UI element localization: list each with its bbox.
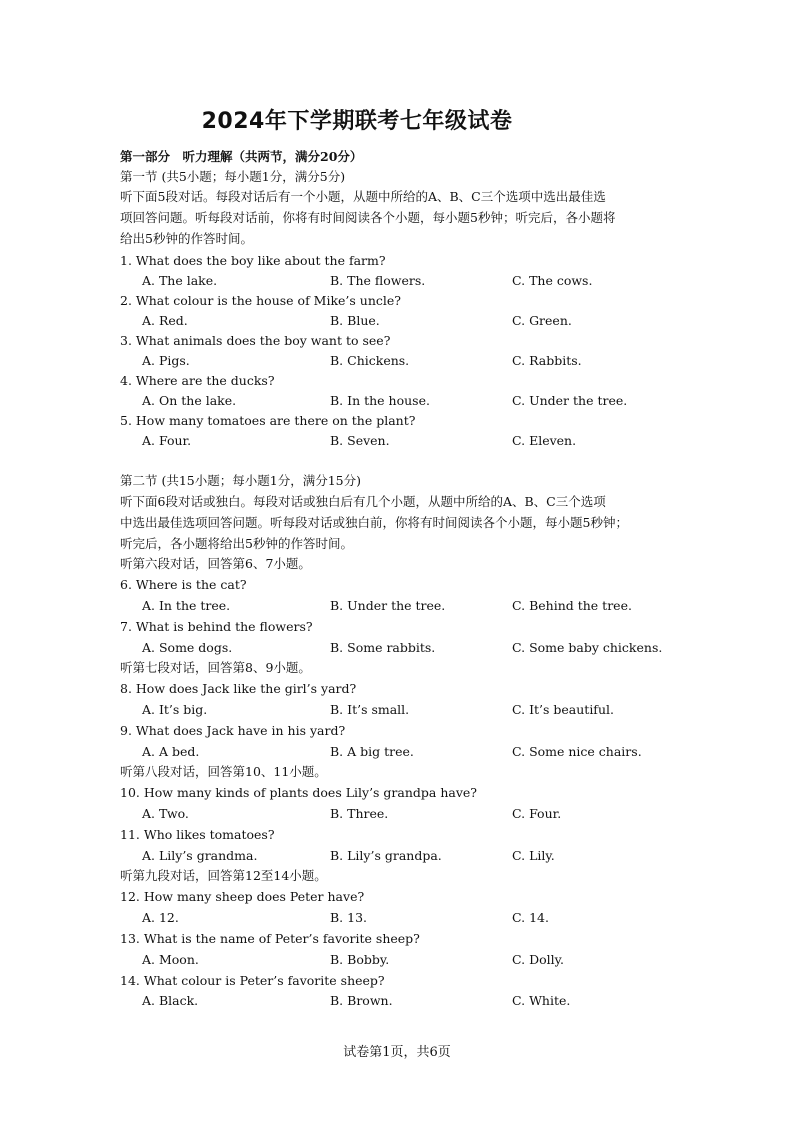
option-b: B. Some rabbits. — [330, 640, 436, 655]
option-c: C. Lily. — [512, 848, 555, 863]
option-c: C. White. — [512, 993, 571, 1008]
question-13-options — [0, 952, 794, 968]
question-12-options — [0, 910, 794, 926]
option-a: A. Red. — [142, 313, 188, 328]
option-b: B. Chickens. — [330, 353, 410, 368]
option-a: A. The lake. — [142, 273, 218, 288]
option-b: B. 13. — [330, 910, 368, 925]
option-c: C. Some nice chairs. — [512, 744, 642, 759]
question-2: 2. What colour is the house of Mike’s uncle? — [120, 293, 401, 308]
question-6: 6. Where is the cat? — [120, 577, 247, 592]
section1-instruction-line: 听下面5段对话。每段对话后有一个小题，从题中所给的A、B、C三个选项中选出最佳选 — [120, 189, 606, 204]
option-a: A. Lily’s grandma. — [142, 848, 258, 863]
option-b: B. It’s small. — [330, 702, 410, 717]
question-12: 12. How many sheep does Peter have? — [120, 889, 365, 904]
part1-heading: 第一部分 听力理解（共两节，满分20分） — [120, 149, 363, 164]
section2-instruction-line: 中选出最佳选项回答问题。听每段对话或独白前，你将有时间阅读各个小题，每小题5秒钟； — [120, 515, 628, 530]
section2-header: 第二节 (共15小题；每小题1分，满分15分) — [120, 473, 361, 488]
section2-instruction-line: 听下面6段对话或独白。每段对话或独白后有几个小题，从题中所给的A、B、C三个选项 — [120, 494, 606, 509]
option-c: C. 14. — [512, 910, 549, 925]
option-b: B. Under the tree. — [330, 598, 446, 613]
question-5: 5. How many tomatoes are there on the plant? — [120, 413, 416, 428]
option-a: A. A bed. — [142, 744, 200, 759]
option-a: A. Some dogs. — [142, 640, 233, 655]
question-10-options — [0, 806, 794, 822]
question-2-options — [0, 313, 794, 329]
question-8-options — [0, 702, 794, 718]
option-b: B. Seven. — [330, 433, 390, 448]
question-13: 13. What is the name of Peter’s favorite sheep? — [120, 931, 420, 946]
option-a: A. In the tree. — [142, 598, 231, 613]
question-4: 4. Where are the ducks? — [120, 373, 275, 388]
dialog-note-9: 听第九段对话，回答第12至14小题。 — [120, 868, 327, 883]
question-4-options — [0, 393, 794, 409]
option-b: B. The flowers. — [330, 273, 426, 288]
question-5-options — [0, 433, 794, 449]
option-c: C. Four. — [512, 806, 562, 821]
question-7: 7. What is behind the flowers? — [120, 619, 313, 634]
question-14: 14. What colour is Peter’s favorite sheep? — [120, 973, 385, 988]
option-b: B. Three. — [330, 806, 389, 821]
question-9-options — [0, 744, 794, 760]
option-c: C. It’s beautiful. — [512, 702, 614, 717]
option-a: A. Black. — [142, 993, 199, 1008]
question-6-options — [0, 598, 794, 614]
option-a: A. 12. — [142, 910, 179, 925]
question-11-options — [0, 848, 794, 864]
section1-header: 第一节 (共5小题；每小题1分，满分5分) — [120, 169, 346, 184]
option-c: C. Under the tree. — [512, 393, 628, 408]
dialog-note-6: 听第六段对话，回答第6、7小题。 — [120, 556, 311, 571]
exam-title: 2024年下学期联考七年级试卷 — [201, 109, 513, 134]
question-11: 11. Who likes tomatoes? — [120, 827, 275, 842]
section1-instruction-line: 项回答问题。听每段对话前，你将有时间阅读各个小题，每小题5秒钟；听完后，各小题将 — [120, 210, 616, 225]
option-b: B. Lily’s grandpa. — [330, 848, 442, 863]
option-c: C. The cows. — [512, 273, 593, 288]
option-a: A. It’s big. — [142, 702, 208, 717]
option-c: C. Some baby chickens. — [512, 640, 663, 655]
option-c: C. Green. — [512, 313, 572, 328]
option-c: C. Behind the tree. — [512, 598, 632, 613]
question-14-options — [0, 993, 794, 1009]
option-b: B. A big tree. — [330, 744, 414, 759]
section2-instruction-line: 听完后，各小题将给出5秒钟的作答时间。 — [120, 536, 353, 551]
question-3-options — [0, 353, 794, 369]
option-b: B. Bobby. — [330, 952, 390, 967]
option-c: C. Rabbits. — [512, 353, 582, 368]
option-b: B. Blue. — [330, 313, 380, 328]
question-3: 3. What animals does the boy want to see? — [120, 333, 391, 348]
question-8: 8. How does Jack like the girl’s yard? — [120, 681, 357, 696]
dialog-note-8: 听第八段对话，回答第10、11小题。 — [120, 764, 327, 779]
option-a: A. Pigs. — [142, 353, 190, 368]
option-a: A. Two. — [142, 806, 189, 821]
question-1: 1. What does the boy like about the farm? — [120, 253, 386, 268]
option-a: A. Moon. — [142, 952, 199, 967]
option-a: A. On the lake. — [142, 393, 237, 408]
dialog-note-7: 听第七段对话，回答第8、9小题。 — [120, 660, 311, 675]
option-b: B. Brown. — [330, 993, 393, 1008]
page-footer: 试卷第1页，共6页 — [343, 1045, 451, 1060]
question-9: 9. What does Jack have in his yard? — [120, 723, 346, 738]
question-10: 10. How many kinds of plants does Lily’s grandpa have? — [120, 785, 478, 800]
question-1-options — [0, 273, 794, 289]
question-7-options — [0, 640, 794, 656]
option-c: C. Dolly. — [512, 952, 564, 967]
option-c: C. Eleven. — [512, 433, 577, 448]
option-a: A. Four. — [142, 433, 192, 448]
option-b: B. In the house. — [330, 393, 430, 408]
section1-instruction-line: 给出5秒钟的作答时间。 — [120, 231, 253, 246]
